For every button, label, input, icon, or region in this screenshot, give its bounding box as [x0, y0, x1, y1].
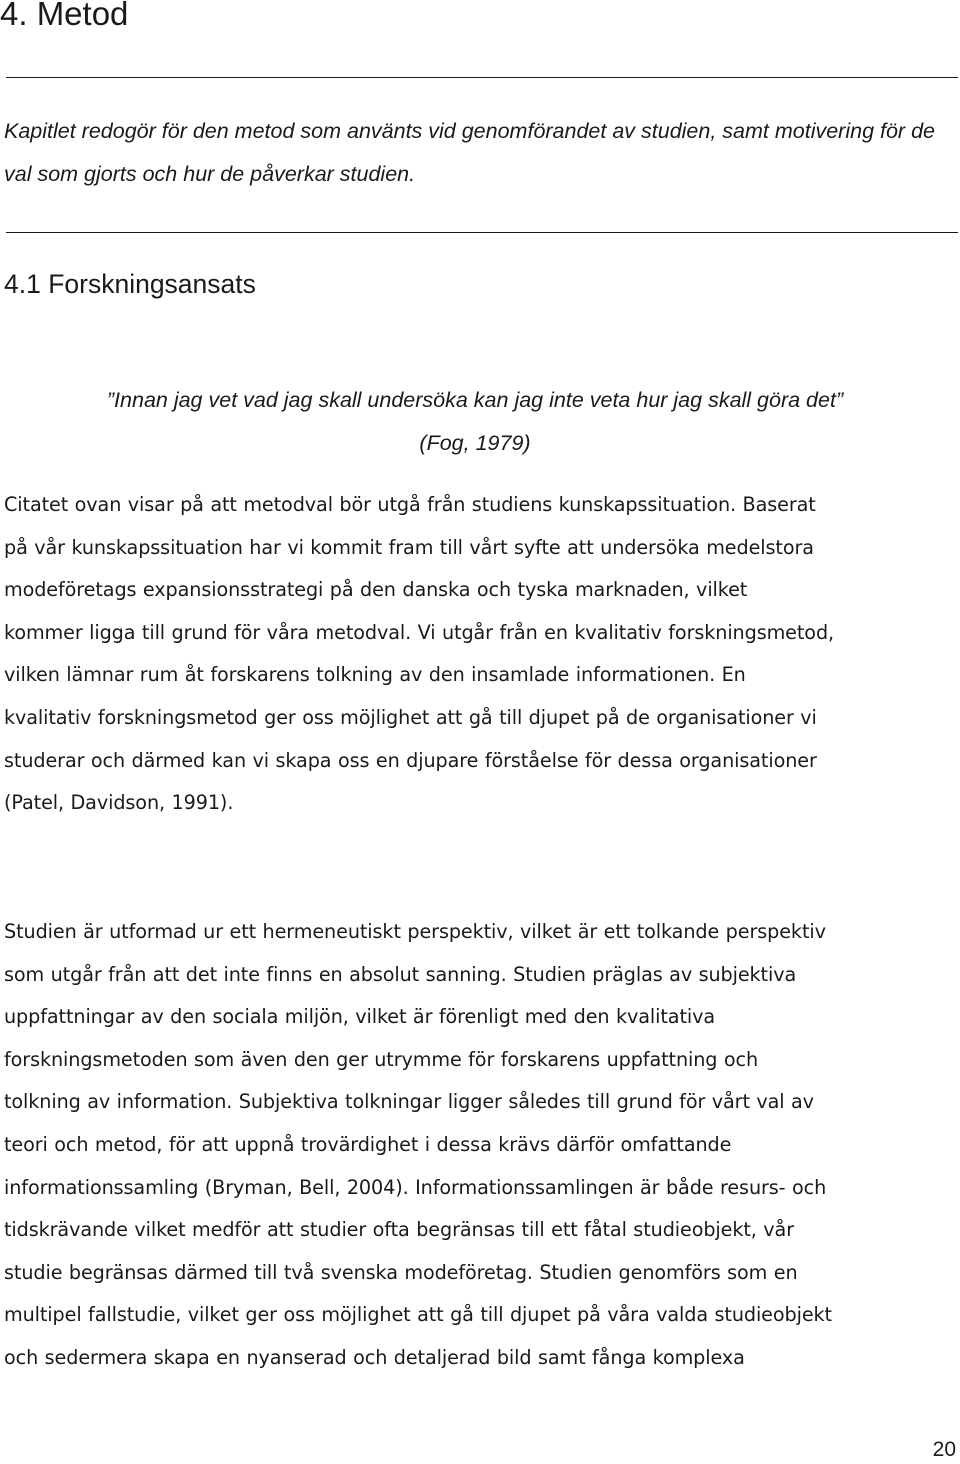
chapter-intro: Kapitlet redogör för den metod som använts vid genomförandet av studien, samt motivering för de val som gjorts och hur de påverkar studien. — [4, 119, 935, 186]
paragraph-line: kommer ligga till grund för våra metodval. Vi utgår från en kvalitativ forskningsmetod, — [4, 620, 835, 644]
paragraph-line: tidskrävande vilket medför att studier ofta begränsas till ett fåtal studieobjekt, vår — [4, 1218, 794, 1242]
paragraph-line: forskningsmetoden som även den ger utrymme för forskarens uppfattning och — [4, 1047, 759, 1071]
paragraph-line: (Patel, Davidson, 1991). — [4, 791, 234, 815]
paragraph-line: kvalitativ forskningsmetod ger oss möjlighet att gå till djupet på de organisationer vi — [4, 705, 817, 729]
body-paragraph-1 — [4, 484, 960, 825]
divider-top — [6, 77, 958, 78]
paragraph-line: studie begränsas därmed till två svenska modeföretag. Studien genomförs som en — [4, 1260, 798, 1284]
block-quote — [0, 379, 950, 465]
section-heading: 4.1 Forskningsansats — [4, 269, 256, 299]
body-paragraph-2 — [4, 911, 960, 1380]
paragraph-line: och sedermera skapa en nyanserad och detaljerad bild samt fånga komplexa — [4, 1345, 745, 1369]
paragraph-line: tolkning av information. Subjektiva tolkningar ligger således till grund för vårt val av — [4, 1090, 814, 1114]
paragraph-line: vilken lämnar rum åt forskarens tolkning av den insamlade informationen. En — [4, 663, 746, 687]
paragraph-line: teori och metod, för att uppnå trovärdighet i dessa krävs därför omfattande — [4, 1132, 732, 1156]
paragraph-line: Studien är utformad ur ett hermeneutiskt perspektiv, vilket är ett tolkande perspektiv — [4, 920, 826, 943]
page-number: 20 — [932, 1438, 956, 1461]
quote-source: (Fog, 1979) — [419, 431, 531, 455]
paragraph-line: uppfattningar av den sociala miljön, vilket är förenligt med den kvalitativa — [4, 1005, 716, 1029]
paragraph-line: Citatet ovan visar på att metodval bör utgå från studiens kunskapssituation. Baserat — [4, 493, 816, 516]
divider-bottom — [6, 232, 958, 233]
chapter-title: 4. Metod — [0, 0, 129, 32]
paragraph-line: som utgår från att det inte finns en absolut sanning. Studien präglas av subjektiva — [4, 962, 797, 986]
paragraph-line: informationssamling (Bryman, Bell, 2004). Informationssamlingen är både resurs- och — [4, 1175, 827, 1199]
quote-text: ”Innan jag vet vad jag skall undersöka kan jag inte veta hur jag skall göra det” — [106, 388, 844, 412]
paragraph-line: studerar och därmed kan vi skapa oss en djupare förståelse för dessa organisationer — [4, 748, 817, 772]
paragraph-line: på vår kunskapssituation har vi kommit fram till vårt syfte att undersöka medelstora — [4, 535, 814, 559]
paragraph-line: multipel fallstudie, vilket ger oss möjlighet att gå till djupet på våra valda studieobjekt — [4, 1303, 832, 1327]
paragraph-line: modeföretags expansionsstrategi på den danska och tyska marknaden, vilket — [4, 578, 748, 602]
